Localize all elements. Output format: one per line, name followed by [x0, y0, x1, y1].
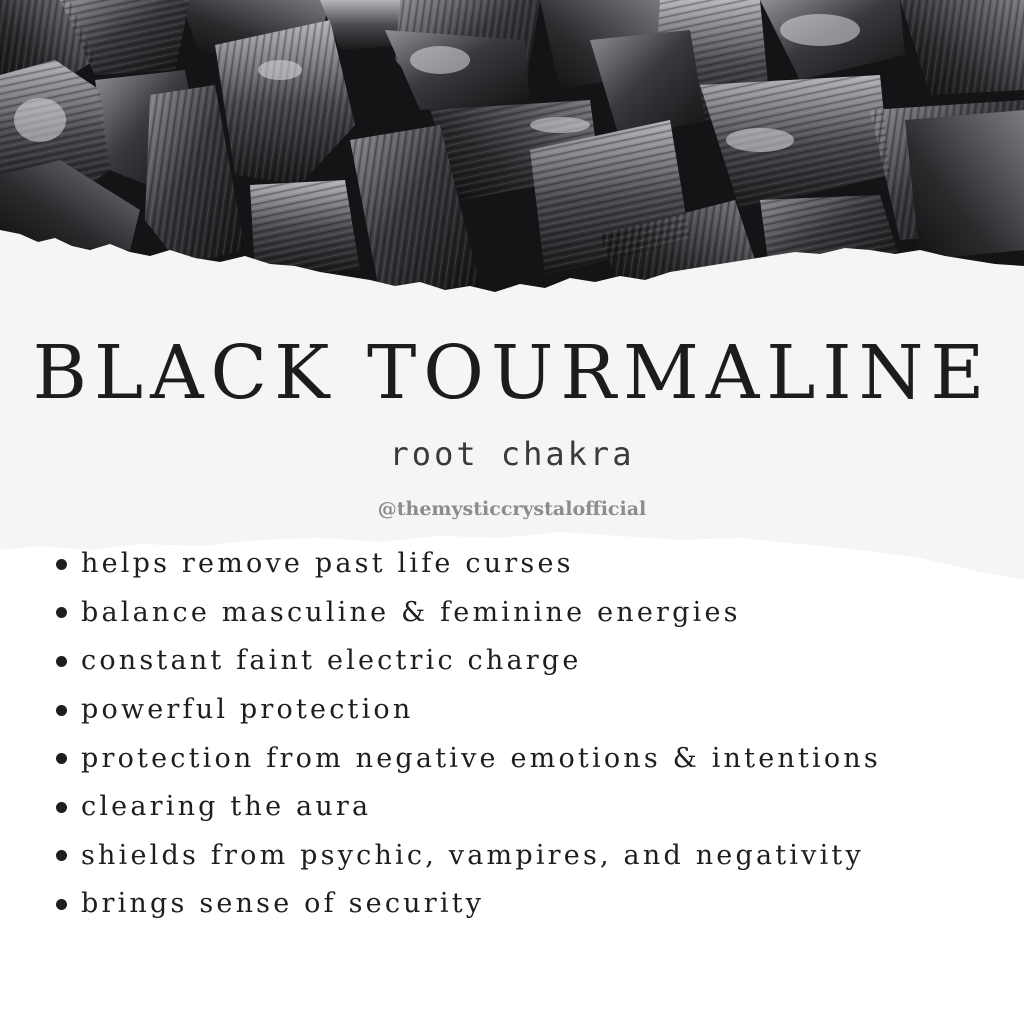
property-text: brings sense of security — [81, 888, 485, 920]
list-item — [56, 637, 1016, 686]
property-text: powerful protection — [81, 694, 414, 726]
bullet-dot-icon — [56, 607, 67, 618]
list-item — [56, 734, 1016, 783]
list-item — [56, 880, 1016, 929]
property-text: shields from psychic, vampires, and negativity — [81, 839, 864, 871]
property-text: protection from negative emotions & intentions — [81, 742, 881, 774]
social-handle: @themysticcrystalofficial — [377, 498, 647, 520]
bullet-dot-icon — [56, 705, 67, 716]
property-text: balance masculine & feminine energies — [81, 596, 741, 628]
list-item — [56, 540, 1016, 589]
bullet-dot-icon — [56, 850, 67, 861]
bullet-dot-icon — [56, 656, 67, 667]
bullet-dot-icon — [56, 559, 67, 570]
list-item — [56, 589, 1016, 638]
list-item — [56, 686, 1016, 735]
list-item — [56, 832, 1016, 881]
property-text: helps remove past life curses — [81, 548, 574, 580]
chakra-subtitle: root chakra — [389, 435, 635, 473]
list-item — [56, 783, 1016, 832]
properties-list — [56, 540, 1016, 929]
bullet-dot-icon — [56, 899, 67, 910]
bullet-dot-icon — [56, 753, 67, 764]
property-text: clearing the aura — [81, 791, 372, 823]
property-text: constant faint electric charge — [81, 645, 582, 677]
crystal-title: BLACK TOURMALINE — [32, 330, 992, 416]
bullet-dot-icon — [56, 802, 67, 813]
